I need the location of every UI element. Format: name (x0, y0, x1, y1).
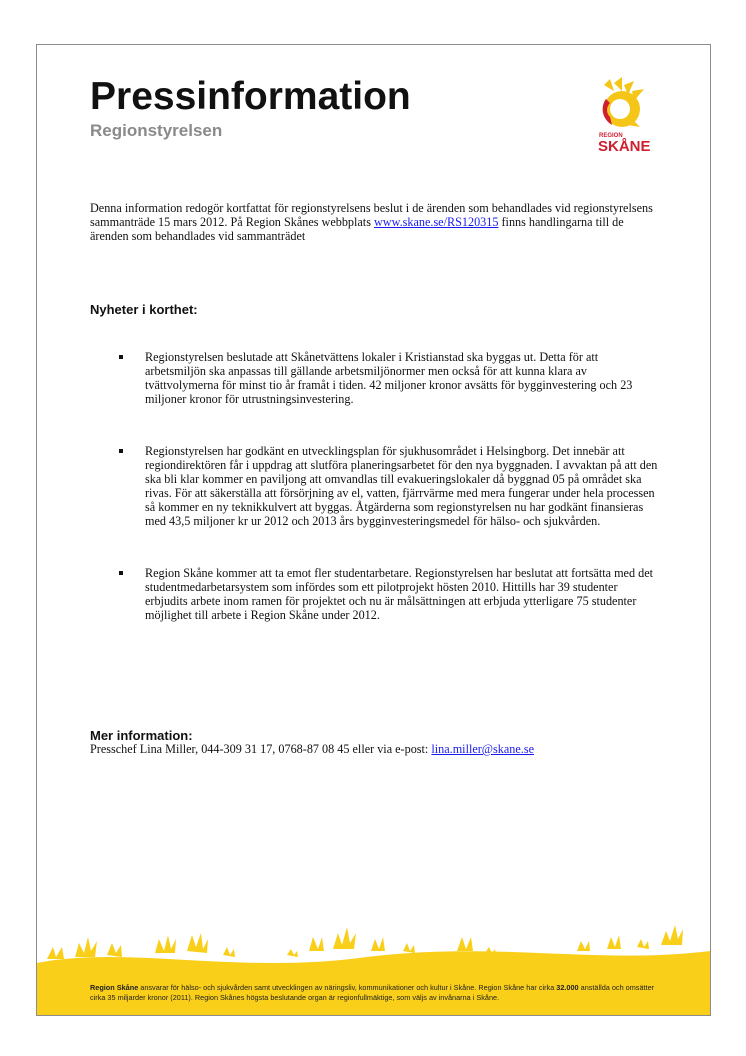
page-title: Pressinformation (90, 75, 411, 118)
email-link[interactable]: lina.miller@skane.se (431, 742, 534, 756)
bullet-icon (119, 355, 123, 359)
contact-line (90, 742, 534, 756)
logo-big-text: SKÅNE (598, 138, 651, 153)
news-item-text: Region Skåne kommer att ta emot fler studentarbetare. Regionstyrelsen har beslutat att fortsätta med det studentmedarbetarsystem som infördes som ett pilotprojekt hösten 2010. Hittills har 39 studenter erbjudits arbete inom ramen för projektet och nu är målsättningen att erbjuda ytterligare 75 studenter möjlighet till arbete i Region Skåne under 2012. (145, 566, 653, 622)
bullet-icon (119, 571, 123, 575)
news-item-text: Regionstyrelsen beslutade att Skånetvättens lokaler i Kristianstad ska byggas ut. Detta för att arbetsmiljön ska anpassas till gällande arbetsmiljönormer men också för att kunna klara av tvättvolymerna för minst tio år framåt i tiden. 42 miljoner kronor avsätts för bygginvestering och 23 miljoner kronor för utrustningsinvestering. (145, 350, 633, 406)
footer-text-1: ansvarar för hälso- och sjukvården samt utvecklingen av näringsliv, kommunikationer och kultur i Skåne. Region Skåne har cirka (138, 983, 557, 992)
page-subtitle: Regionstyrelsen (90, 121, 223, 140)
news-item-text: Regionstyrelsen har godkänt en utvecklingsplan för sjukhusområdet i Helsingborg. Det innebär att regiondirektören får i uppdrag att slutföra planeringsarbetet för den nya byggnaden. I avvaktan på att den ska bli klar kommer en paviljong att omvandlas till evakueringslokaler då byggnad 05 på området ska rivas. För att säkerställa att försörjning av el, vatten, fjärrvärme med mera fungerar under hela processen så kommer en ny teknikkulvert att byggas. Åtgärderna som regionstyrelsen nu har godkänt finansieras med 43,5 miljoner kr ur 2012 och 2013 års bygginvesteringsmedel för hälso- och sjukvården. (145, 444, 658, 528)
list-item (119, 566, 659, 622)
footer-text-2: anställda och omsätter cirka 35 miljarder kronor (2011). Region Skånes högsta beslutande organ är regionfullmäktige, som väljs av invånarna i Skåne. (90, 983, 655, 1002)
news-heading: Nyheter i korthet: (90, 302, 198, 317)
intro-paragraph (90, 201, 660, 243)
intro-text-end: finns handlingarna till de ärenden som behandlades vid sammanträdet (90, 215, 624, 243)
footer-org-name: Region Skåne (90, 983, 139, 992)
sun-figure-icons (47, 925, 683, 959)
intro-text: Denna information redogör kortfattat för regionstyrelsens beslut i de ärenden som behandlades vid regionstyrelsens sammanträde 15 mars 2012. På Region Skånes webbplats (90, 201, 653, 229)
press-release-page (36, 44, 711, 1016)
footer-employee-count: 32.000 (556, 983, 579, 992)
more-info-heading: Mer information: (90, 728, 193, 743)
news-list (119, 350, 659, 660)
handlingar-link[interactable]: www.skane.se/RS120315 (373, 215, 499, 229)
region-skane-logo (584, 77, 660, 153)
bullet-icon (119, 449, 123, 453)
footer-about-text (90, 983, 660, 1003)
list-item (119, 350, 659, 406)
list-item (119, 444, 659, 528)
logo-small-text: REGION (599, 133, 623, 139)
region-skane-logo-icon (584, 77, 660, 153)
contact-text: Presschef Lina Miller, 044-309 31 17, 0768-87 08 45 eller via e-post: (90, 742, 432, 756)
